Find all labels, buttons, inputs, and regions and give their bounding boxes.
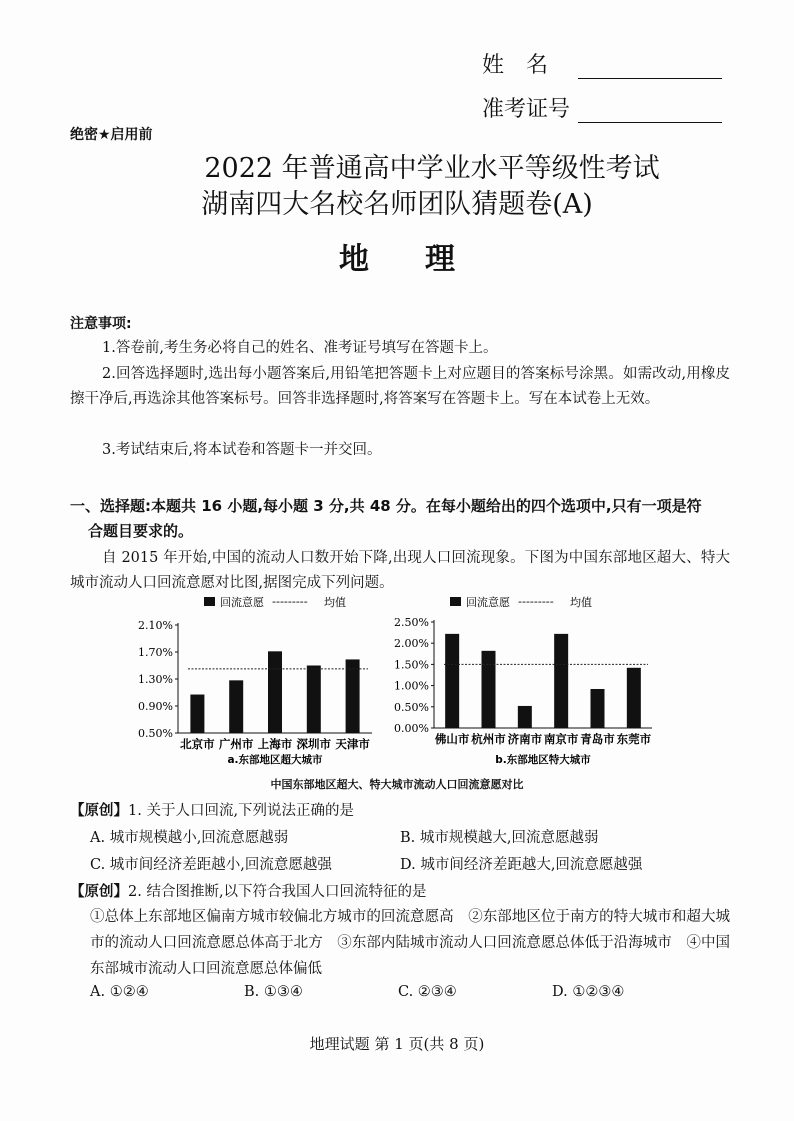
x-tick-label: 天津市	[335, 737, 370, 751]
exam-title-line1: 2022 年普通高中学业水平等级性考试	[204, 153, 660, 184]
y-tick-label: 1.30%	[138, 673, 173, 686]
exam-id-label: 准考证号	[482, 97, 571, 122]
x-tick-label: 南京市	[543, 732, 579, 746]
question-1-stem	[70, 798, 730, 824]
legend-line-swatch: ---------	[272, 595, 308, 608]
x-tick-label: 杭州市	[471, 732, 506, 746]
question-intro: 自 2015 年开始,中国的流动人口数开始下降,出现人口回流现象。下图为中国东部地区超大、特大城市流动人口回流意愿对比图,据图完成下列问题。	[70, 550, 730, 591]
chart-caption: 中国东部地区超大、特大城市流动人口回流意愿对比	[270, 778, 524, 791]
bar-济南市	[518, 706, 532, 728]
x-tick-label: 东莞市	[616, 732, 652, 746]
x-tick-label: 青岛市	[580, 732, 615, 746]
x-tick-label: 上海市	[257, 737, 293, 751]
q2-option-c[interactable]: C. ②③④	[398, 984, 457, 1000]
x-tick-label: 北京市	[180, 737, 215, 751]
page-footer: 地理试题 第 1 页(共 8 页)	[309, 1035, 485, 1053]
bar-青岛市	[591, 689, 605, 728]
section-heading-line1: 一、选择题:本题共 16 小题,每小题 3 分,共 48 分。在每小题给出的四个选项中,只有一项是符	[70, 497, 702, 515]
legend-bar-swatch	[450, 597, 461, 606]
y-tick-label: 2.50%	[394, 616, 429, 629]
notice-item-3: 3.考试结束后,将本试卷和答题卡一并交回。	[102, 442, 382, 458]
legend-line-swatch: ---------	[518, 595, 554, 608]
y-tick-label: 2.10%	[138, 619, 173, 632]
q1-option-c[interactable]: C. 城市间经济差距越小,回流意愿越强	[90, 857, 332, 873]
q2-option-b[interactable]: B. ①③④	[244, 984, 303, 1000]
exam-title-line2: 湖南四大名校名师团队猜题卷(A)	[201, 189, 593, 220]
q2-statements: ①总体上东部地区偏南方城市较偏北方城市的回流意愿高 ②东部地区位于南方的特大城市和超大城市的流动人口回流意愿总体高于北方 ③东部内陆城市流动人口回流意愿总体低于沿海城市 ④中国东部城市流动人口回流意愿总体偏低	[90, 909, 730, 977]
confidential-mark: 绝密★启用前	[70, 127, 153, 143]
y-tick-label: 2.00%	[394, 637, 429, 651]
legend-line-label: 均值	[570, 596, 592, 609]
bar-杭州市	[482, 651, 496, 728]
bar-天津市	[346, 659, 360, 733]
q1-text: 1. 关于人口回流,下列说法正确的是	[128, 803, 355, 819]
y-tick-label: 0.90%	[138, 700, 173, 713]
bar-南京市	[554, 634, 568, 728]
q2-tag: 【原创】	[70, 883, 128, 900]
q1-option-d[interactable]: D. 城市间经济差距越大,回流意愿越强	[400, 857, 643, 873]
q2-option-a[interactable]: A. ①②④	[90, 984, 149, 1000]
y-tick-label: 0.50%	[138, 727, 173, 740]
question-2-stem	[70, 879, 730, 905]
y-tick-label: 1.50%	[394, 658, 429, 672]
y-tick-label: 1.70%	[138, 646, 173, 659]
chart-subtitle: a.东部地区超大城市	[227, 754, 323, 766]
x-tick-label: 佛山市	[434, 732, 470, 746]
y-tick-label: 1.00%	[394, 679, 429, 693]
bar-佛山市	[445, 634, 459, 728]
bar-北京市	[190, 695, 204, 733]
legend-bar-swatch	[204, 597, 215, 606]
x-tick-label: 济南市	[507, 732, 543, 746]
bar-上海市	[268, 651, 282, 733]
y-tick-label: 0.00%	[394, 722, 429, 735]
chart-subtitle: b.东部地区特大城市	[495, 754, 591, 766]
q1-option-a[interactable]: A. 城市规模越小,回流意愿越弱	[90, 830, 289, 846]
q2-option-d[interactable]: D. ①②③④	[552, 984, 625, 1000]
q1-tag: 【原创】	[70, 802, 128, 819]
legend-bar-label: 回流意愿	[466, 596, 510, 609]
legend-bar-label: 回流意愿	[220, 596, 264, 609]
legend-line-label: 均值	[324, 596, 346, 609]
bar-广州市	[229, 680, 243, 733]
y-tick-label: 0.50%	[394, 700, 429, 714]
subject-title: 地理	[339, 242, 511, 277]
notice-item-1: 1.答卷前,考生务必将自己的姓名、准考证号填写在答题卡上。	[102, 340, 498, 356]
x-tick-label: 广州市	[218, 737, 254, 751]
bar-深圳市	[307, 666, 321, 734]
notice-heading: 注意事项:	[70, 316, 132, 332]
name-label: 姓 名	[482, 53, 549, 78]
notice-item-2: 2.回答选择题时,选出每小题答案后,用铅笔把答题卡上对应题目的答案标号涂黑。如需改动,用橡皮擦干净后,再选涂其他答案标号。回答非选择题时,将答案写在答题卡上。写在本试卷上无效。	[70, 366, 730, 407]
q2-text: 2. 结合图推断,以下符合我国人口回流特征的是	[128, 884, 427, 900]
bar-东莞市	[627, 668, 641, 728]
section-heading-line2: 合题目要求的。	[88, 522, 194, 540]
x-tick-label: 深圳市	[296, 737, 332, 751]
q1-option-b[interactable]: B. 城市规模越大,回流意愿越弱	[400, 830, 599, 846]
